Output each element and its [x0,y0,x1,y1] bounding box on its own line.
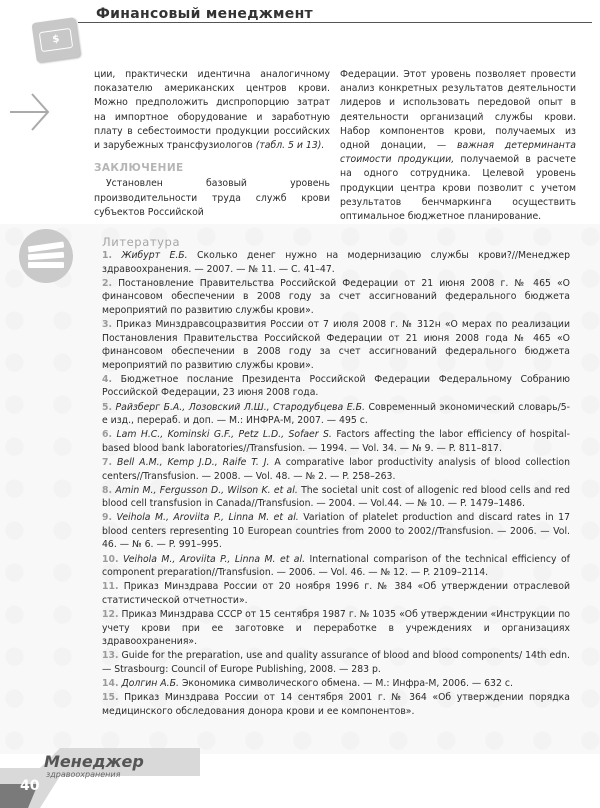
reference-number: 7. [102,456,113,468]
reference-item [102,456,570,483]
reference-text: Экономика символического обмена. — М.: Инфра-М, 2006. — 632 с. [181,677,513,689]
paragraph: Федерации. Этот уровень позволяет провести анализ конкретных результатов деятельности лидеров и использовать передовой опыт в деятельности организаций службы крови. Набор компонентов крови, получаемых из одной донации, — важная детерминанта стоимости продукции, получаемой в расчете на одного сотрудника. Целевой уровень продукции центра крови позволит с учетом результатов бенчмаркинга осуществить оптимальное бюджетное планирование. [340,69,576,223]
references-list [102,249,570,719]
reference-number: 1. [102,250,113,261]
reference-number: 8. [102,484,113,496]
paragraph: Установлен базовый уровень производительности труда служб крови субъектов Российской [94,178,330,218]
reference-text: Приказ Минздравсоцразвития России от 7 июля 2008 г. № 312н «О мерах по реализации Постановления Правительства Российской Федерации от 21 июня 2008 года № 465 «О финансовом обеспечении в 2008 году за счет ассигнований федерального бюджета мероприятий по развитию службы крови». [102,318,570,371]
reference-item [102,318,570,372]
reference-text: Современный экономический словарь/5-е изд., перераб. и доп. — М.: ИНФРА-М, 2007. — 495 с. [102,401,570,427]
reference-author: Райзберг Б.А., Лозовский Л.Ш., Стародубцева Е.Б. [115,401,365,413]
reference-item [102,401,570,428]
reference-number: 12. [102,608,119,620]
left-column [94,68,330,220]
reference-text: A comparative labor productivity analysis of blood collection centers//Transfusion. — 2008. — Vol. 48. — № 2. — P. 258–263. [102,456,570,482]
reference-number: 9. [102,512,113,524]
reference-number: 11. [102,581,119,593]
reference-text: Factors affecting the labor efficiency of hospital-based blood bank laboratories//Transfusion. — 1994. — Vol. 34. — № 9. — P. 811–817. [102,429,570,454]
reference-number: 2. [102,277,113,289]
references-title: Литература [102,235,181,249]
reference-text: Guide for the preparation, use and quality assurance of blood and blood components/ 14th edn. — Strasbourg: Council of Europe Publishing, 2008. — 283 p. [102,650,570,675]
reference-author: Lam H.C., Kominski G.F., Petz L.D., Sofaer S. [116,429,332,441]
journal-brand-title: Менеджер [44,752,144,771]
reference-item [102,511,570,552]
reference-item [102,691,570,718]
reference-text: International comparison of the technical efficiency of component preparation//Transfusion. — 2006. — Vol. 46. — № 12. — P. 2109–2114. [102,553,570,579]
page-number: 40 [20,778,40,794]
page-header [0,0,600,30]
header-rule [78,22,592,23]
reference-item [102,580,570,607]
right-column [340,68,576,224]
reference-item [102,277,570,318]
reference-item [102,677,570,691]
reference-item [102,553,570,580]
reference-author: Veihola M., Aroviita P., Linna M. et al. [116,512,299,524]
reference-item [102,484,570,511]
arrow-right-icon [8,88,52,136]
reference-text: Бюджетное послание Президента Российской Федерации Федеральному Собранию Российской Федерации, 23 июня 2008 года. [102,373,570,399]
reference-number: 5. [102,401,113,413]
reference-text: Сколько денег нужно на модернизацию службы крови?//Менеджер здравоохранения. — 2007. — № 11. — С. 41–47. [102,250,570,275]
paragraph: ции, практически идентична аналогичному показателю американских центров крови. Можно предположить диспропорцию затрат на импортное оборудование и заработную плату в себестоимости продукции российских и зарубежных трансфузиологов (табл. 5 и 13). [94,69,330,152]
money-icon: $ [31,17,80,63]
reference-number: 4. [102,373,113,385]
reference-author: Veihola M., Aroviita P., Linna M. et al. [122,553,306,565]
reference-author: Amin M., Fergusson D., Wilson K. et al. [115,484,298,496]
reference-text: Приказ Минздрава России от 20 ноября 1996 г. № 384 «Об утверждении отраслевой статистической отчетности». [102,581,570,606]
reference-item [102,608,570,649]
books-icon [14,228,80,284]
reference-number: 3. [102,318,113,330]
reference-text: The societal unit cost of allogenic red blood cells and red blood cell transfusion in Canada//Transfusion. — 2004. — Vol.44. — № 10. — P. 1479–1486. [102,484,570,510]
journal-brand-subtitle: здравоохранения [46,770,121,779]
reference-item [102,649,570,676]
reference-number: 13. [102,650,119,662]
conclusion-heading: ЗАКЛЮЧЕНИЕ [94,162,184,175]
reference-item [102,249,570,276]
reference-number: 15. [102,692,119,703]
reference-number: 10. [102,553,119,565]
reference-text: Постановление Правительства Российской Федерации от 21 июня 2008 г. № 465 «О финансовом обеспечении в 2008 году за счет ассигнований федерального бюджета мероприятий по развитию службы крови». [102,277,570,316]
reference-item [102,428,570,455]
reference-number: 6. [102,429,113,441]
reference-text: Variation of platelet production and discard rates in 17 blood centers representing 10 European countries from 2000 to 2002//Transfusion. — 2006. — Vol. 46. — № 6. — P. 991–995. [102,512,570,551]
reference-number: 14. [102,677,119,689]
reference-text: Приказ Минздрава СССР от 15 сентября 1987 г. № 1035 «Об утверждении «Инструкции по учету крови при ее заготовке и переработке в учреждениях и организациях здравоохранения». [102,608,570,648]
reference-author: Долгин А.Б. [121,677,179,689]
reference-author: Жибурт Е.Б. [121,250,188,261]
reference-text: Приказ Минздрава России от 14 сентября 2001 г. № 364 «Об утверждении порядка медицинского обследования донора крови и ее компонентов». [102,692,570,717]
reference-author: Bell A.M., Kemp J.D., Raife T. J. [116,456,270,468]
reference-item [102,373,570,400]
section-title: Финансовый менеджмент [96,6,313,22]
